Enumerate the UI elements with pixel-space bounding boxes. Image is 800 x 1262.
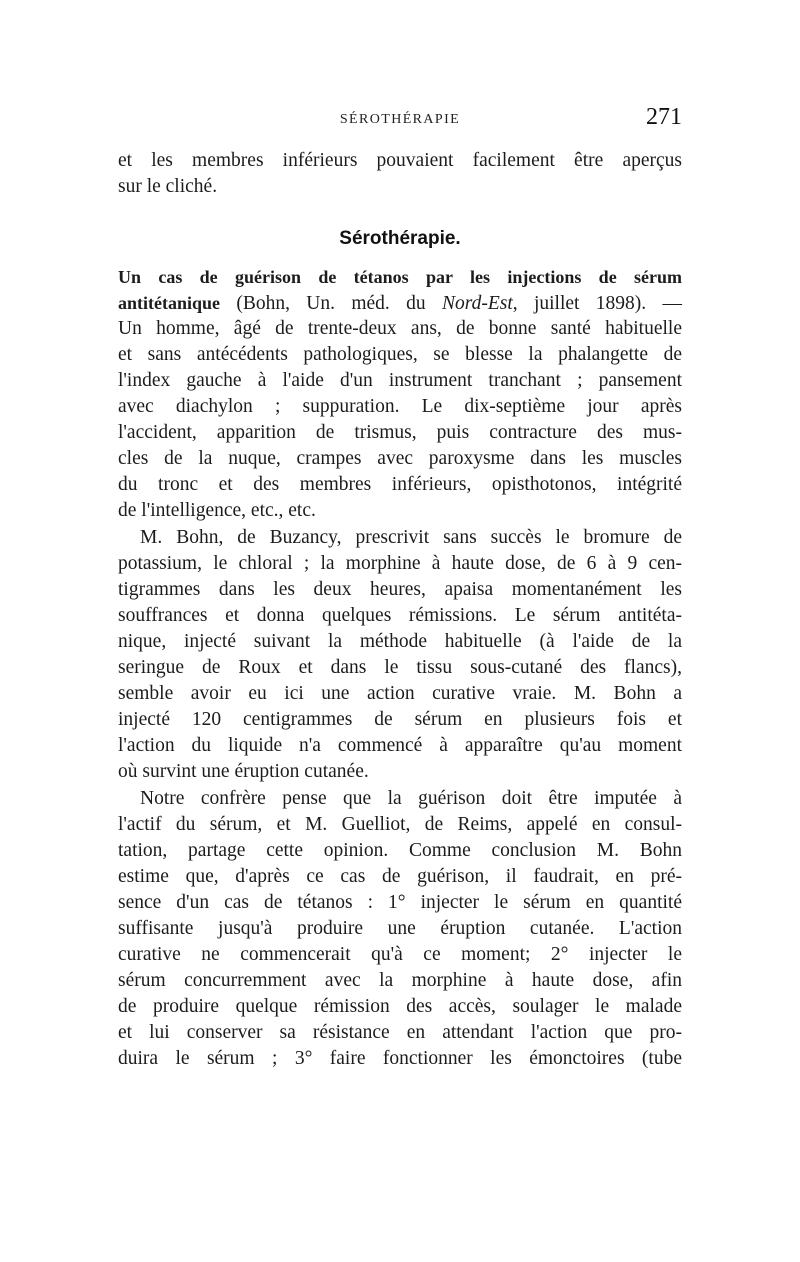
- text-line: semble avoir eu ici une action curative vraie. M. Bohn a: [118, 683, 682, 704]
- text-line: Un homme, âgé de trente-deux ans, de bonne santé habituelle: [118, 318, 682, 339]
- article-title: Un cas de guérison de tétanos par les injections de sérum: [118, 267, 682, 287]
- text-line: sérum concurremment avec la morphine à haute dose, afin: [118, 970, 682, 991]
- citation-journal: Nord-Est: [441, 293, 513, 314]
- text-line: curative ne commencerait qu'à ce moment; 2° injecter le: [118, 944, 682, 965]
- text-line: estime que, d'après ce cas de guérison, il faudrait, en pré-: [118, 866, 682, 887]
- text-line: de l'intelligence, etc., etc.: [118, 500, 316, 521]
- text-line: injecté 120 centigrammes de sérum en plusieurs fois et: [118, 709, 682, 730]
- text-line: l'action du liquide n'a commencé à apparaître qu'au moment: [118, 735, 682, 756]
- text-line: et sans antécédents pathologiques, se blesse la phalangette de: [118, 344, 682, 365]
- text-line: du tronc et des membres inférieurs, opisthotonos, intégrité: [118, 474, 682, 495]
- text-line: l'actif du sérum, et M. Guelliot, de Reims, appelé en consul-: [118, 814, 682, 835]
- text-line: et lui conserver sa résistance en attendant l'action que pro-: [118, 1022, 682, 1043]
- text-line: Notre confrère pense que la guérison doit être imputée à: [140, 788, 682, 809]
- text-line: suffisante jusqu'à produire une éruption cutanée. L'action: [118, 918, 682, 939]
- text-line: potassium, le chloral ; la morphine à haute dose, de 6 à 9 cen-: [118, 553, 682, 574]
- text-line: sur le cliché.: [118, 176, 218, 197]
- text-line: souffrances et donna quelques rémissions. Le sérum antitéta-: [118, 605, 682, 626]
- text-line: cles de la nuque, crampes avec paroxysme dans les muscles: [118, 448, 682, 469]
- text-line: de produire quelque rémission des accès, soulager le malade: [118, 996, 682, 1017]
- section-heading: Sérothérapie.: [339, 228, 461, 249]
- text-line: duira le sérum ; 3° faire fonctionner les émonctoires (tube: [118, 1048, 682, 1069]
- citation-date: , juillet 1898). —: [512, 293, 682, 314]
- text-line: sence d'un cas de tétanos : 1° injecter le sérum en quantité: [118, 892, 682, 913]
- text-line: et les membres inférieurs pouvaient facilement être aperçus: [118, 150, 682, 171]
- text-line: où survint une éruption cutanée.: [118, 761, 369, 782]
- text-line: seringue de Roux et dans le tissu sous-cutané des flancs),: [118, 657, 682, 678]
- text-line: tigrammes dans les deux heures, apaisa momentanément les: [118, 579, 682, 600]
- running-header: [118, 104, 682, 136]
- text-line: l'index gauche à l'aide d'un instrument tranchant ; pansement: [118, 370, 682, 391]
- text-line: M. Bohn, de Buzancy, prescrivit sans succès le bromure de: [140, 527, 682, 548]
- page-number: 271: [646, 104, 682, 130]
- article-title-citation-line: [118, 290, 682, 317]
- article-title-continued: antitétanique: [118, 293, 221, 313]
- text-line: avec diachylon ; suppuration. Le dix-septième jour après: [118, 396, 682, 417]
- text-line: l'accident, apparition de trismus, puis contracture des mus-: [118, 422, 682, 443]
- citation-author: (Bohn, Un. méd. du: [220, 293, 442, 314]
- running-title: SÉROTHÉRAPIE: [339, 112, 461, 127]
- text-line: tation, partage cette opinion. Comme conclusion M. Bohn: [118, 840, 682, 861]
- text-line: nique, injecté suivant la méthode habituelle (à l'aide de la: [118, 631, 682, 652]
